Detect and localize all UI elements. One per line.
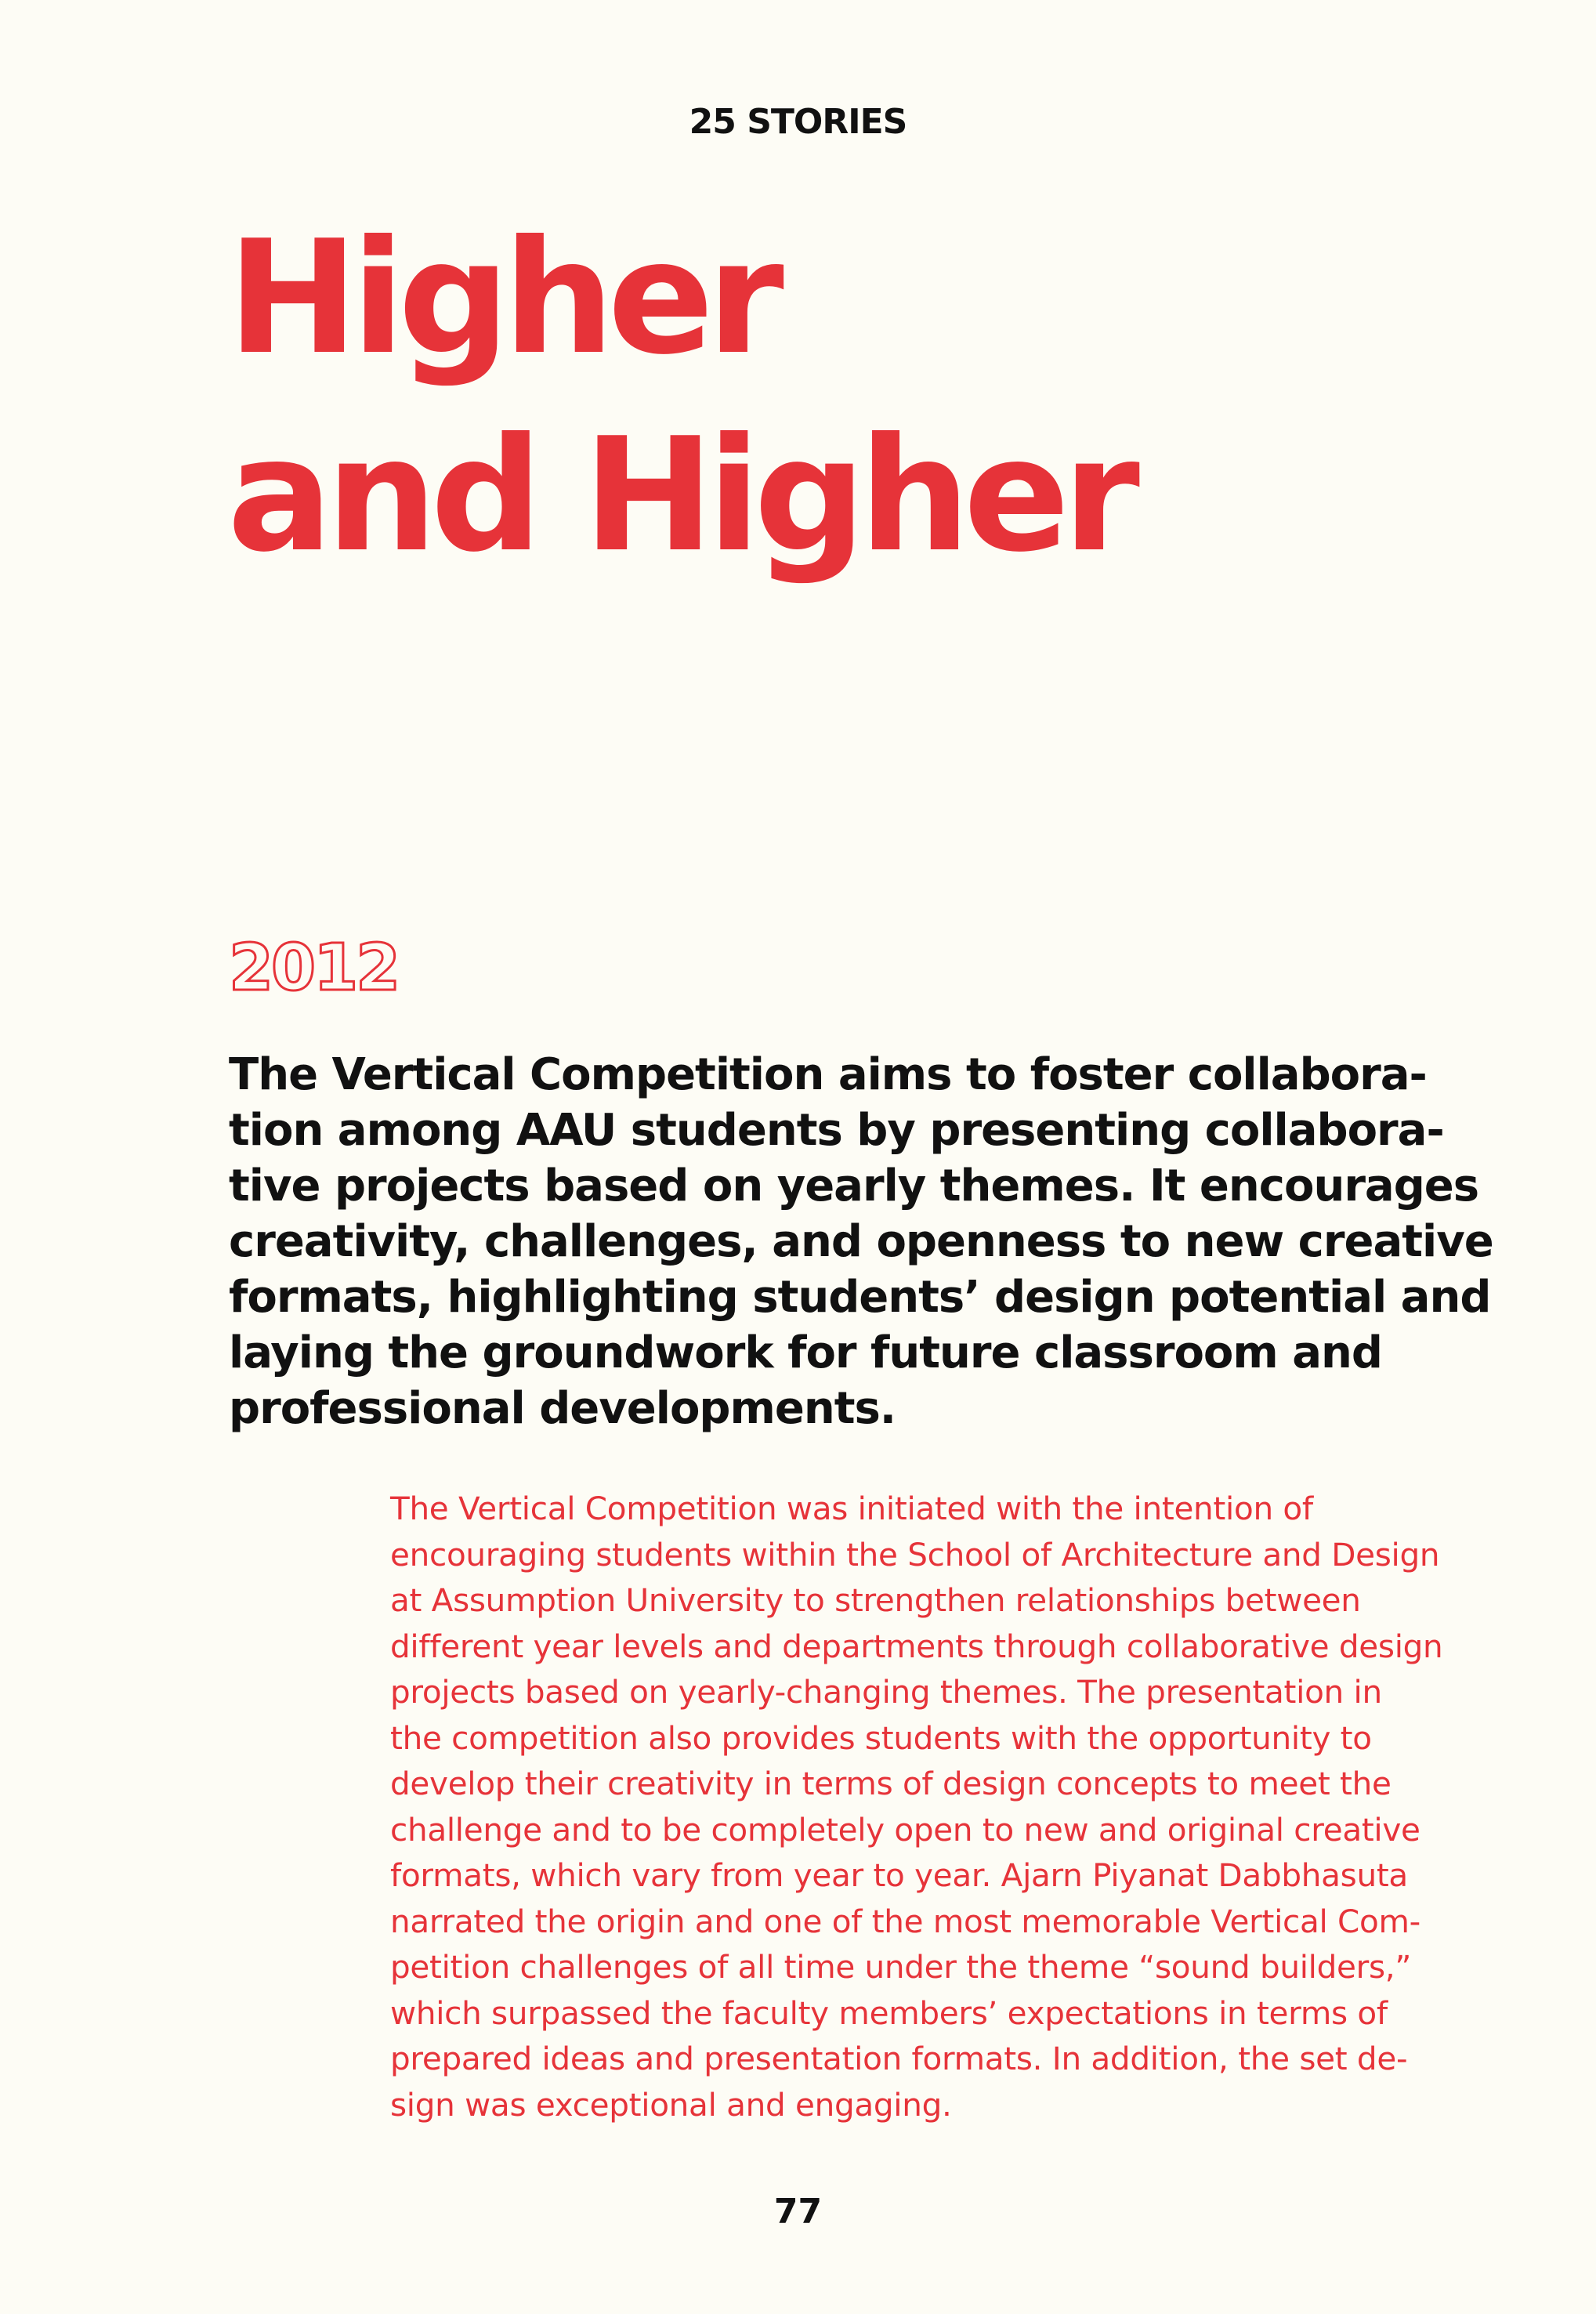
body-line: prepared ideas and presentation formats. In addition, the set de- [390, 2040, 1408, 2077]
lead-line: The Vertical Competition aims to foster collabora- [229, 1049, 1427, 1100]
body-line: projects based on yearly-changing themes. The presentation in [390, 1673, 1382, 1711]
year-label: 2012 [229, 931, 399, 1005]
lead-line: professional developments. [229, 1383, 896, 1434]
page-number: 77 [773, 2192, 823, 2232]
body-line: narrated the origin and one of the most memorable Vertical Com- [390, 1902, 1420, 1940]
body-line: sign was exceptional and engaging. [390, 2085, 952, 2124]
body-line: formats, which vary from year to year. Ajarn Piyanat Dabbhasuta [390, 1856, 1408, 1894]
lead-line: formats, highlighting students’ design potential and [229, 1272, 1491, 1323]
body-paragraph [390, 1486, 1471, 2128]
lead-line: creativity, challenges, and openness to new creative [229, 1216, 1493, 1267]
lead-line: laying the groundwork for future classroom and [229, 1327, 1382, 1378]
body-line: The Vertical Competition was initiated with the intention of [390, 1490, 1313, 1527]
body-line: the competition also provides students with the opportunity to [390, 1718, 1372, 1757]
body-line: at Assumption University to strengthen relationships between [390, 1581, 1361, 1619]
page-title [227, 200, 1133, 595]
body-line: develop their creativity in terms of design concepts to meet the [390, 1765, 1392, 1802]
title-line-1: Higher [227, 207, 777, 389]
lead-paragraph [229, 1047, 1493, 1436]
body-line: petition challenges of all time under the theme “sound builders,” [390, 1948, 1412, 1986]
body-line: different year levels and departments through collaborative design [390, 1627, 1443, 1665]
title-line-2: and Higher [227, 404, 1133, 587]
body-line: challenge and to be completely open to new and original creative [390, 1810, 1420, 1849]
lead-line: tion among AAU students by presenting collabora- [229, 1105, 1444, 1156]
body-line: which surpassed the faculty members’ expectations in terms of [390, 1994, 1388, 2032]
body-line: encouraging students within the School of Architecture and Design [390, 1535, 1440, 1573]
lead-line: tive projects based on yearly themes. It encourages [229, 1161, 1479, 1211]
section-label: 25 STORIES [689, 102, 907, 142]
